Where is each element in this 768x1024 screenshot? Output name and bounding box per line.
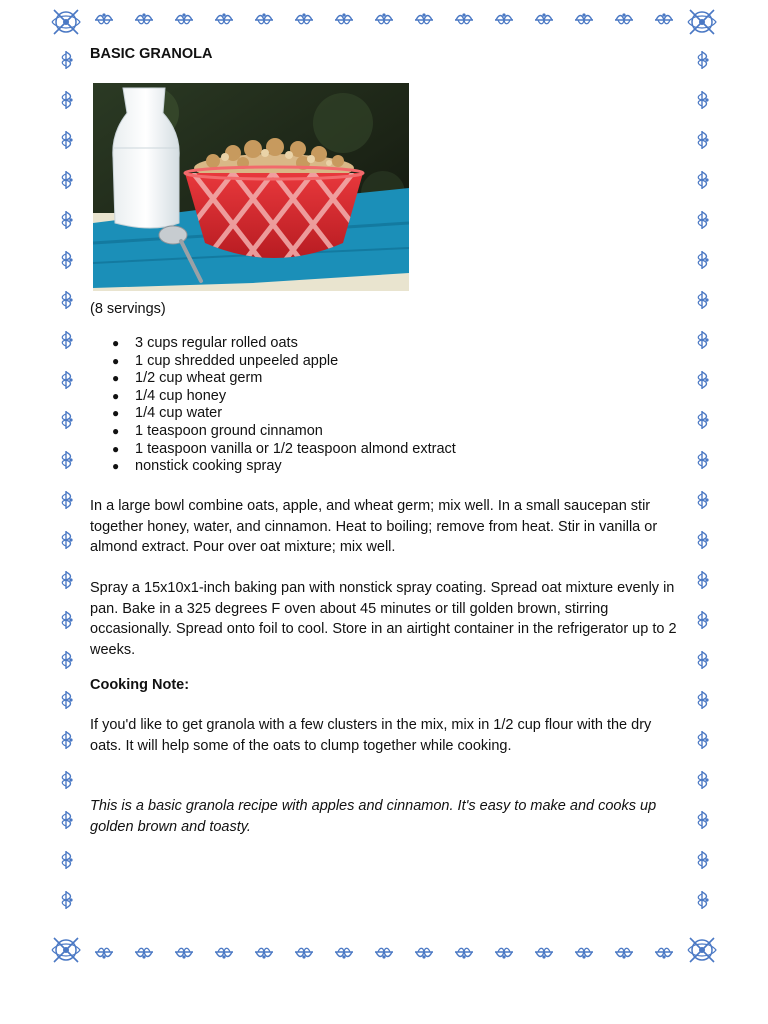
border-ornament xyxy=(698,371,708,389)
border-ornament xyxy=(698,251,708,269)
border-ornament xyxy=(698,731,708,749)
border-ornament xyxy=(62,691,72,709)
ingredient-text: 1/2 cup wheat germ xyxy=(135,370,263,387)
list-item xyxy=(90,370,456,388)
border-ornament xyxy=(415,948,433,958)
border-ornament xyxy=(62,211,72,229)
border-ornament xyxy=(95,948,113,958)
border-ornament xyxy=(615,948,633,958)
border-ornament xyxy=(698,771,708,789)
bullet-icon: ● xyxy=(112,423,120,438)
directions-paragraph: In a large bowl combine oats, apple, and wheat germ; mix well. In a small saucepan stir together honey, water, and cinnamon. Heat to boiling; remove from heat. Stir in vanilla or almond extract. Pour over oat mixture; mix well. xyxy=(90,498,658,555)
border-ornament xyxy=(62,251,72,269)
border-ornament xyxy=(335,948,353,958)
border-ornament xyxy=(255,948,273,958)
bullet-icon: ● xyxy=(112,336,120,350)
border-ornament xyxy=(698,611,708,629)
border-ornament xyxy=(698,851,708,869)
list-item xyxy=(90,458,456,476)
border-ornament xyxy=(62,731,72,749)
border-ornament xyxy=(295,948,313,958)
border-ornament xyxy=(698,291,708,309)
border-ornament xyxy=(62,531,72,549)
border-ornament xyxy=(175,948,193,958)
border-ornament xyxy=(175,13,193,23)
border-ornament xyxy=(215,948,233,958)
border-ornament xyxy=(62,91,72,109)
border-ornament xyxy=(698,451,708,469)
border-ornament xyxy=(535,13,553,23)
list-item xyxy=(90,388,456,406)
border-ornament xyxy=(375,13,393,23)
list-item xyxy=(90,353,456,371)
ingredient-text: 1/4 cup water xyxy=(135,405,223,422)
border-ornament xyxy=(62,811,72,829)
border-ornament xyxy=(698,651,708,669)
list-item xyxy=(90,405,456,423)
border-ornament xyxy=(62,571,72,589)
corner-ornament xyxy=(52,938,80,962)
bullet-icon: ● xyxy=(112,371,120,386)
list-item xyxy=(90,441,456,459)
border-ornament xyxy=(415,13,433,23)
border-ornament xyxy=(698,171,708,189)
border-ornament xyxy=(698,691,708,709)
border-ornament xyxy=(698,211,708,229)
directions-paragraph: Spray a 15x10x1-inch baking pan with nonstick spray coating. Spread oat mixture evenly in pan. Bake in a 325 degrees F oven about 45 minutes or till golden brown, stirring occasionally. Spread onto foil to cool. Store in an airtight container in the refrigerator up to 2 weeks. xyxy=(90,580,677,658)
border-ornament xyxy=(62,411,72,429)
border-ornament xyxy=(455,948,473,958)
ingredient-text: 3 cups regular rolled oats xyxy=(135,335,298,351)
border-ornament xyxy=(62,51,72,69)
border-ornament xyxy=(698,811,708,829)
ingredient-list xyxy=(90,335,456,476)
corner-ornament xyxy=(688,938,716,962)
granola-bowl-image xyxy=(93,83,409,291)
ingredient-text: 1/4 cup honey xyxy=(135,387,227,404)
border-ornament xyxy=(375,948,393,958)
ingredient-text: 1 teaspoon ground cinnamon xyxy=(135,422,323,439)
recipe-description: This is a basic granola recipe with apples and cinnamon. It's easy to make and cooks up golden brown and toasty. xyxy=(90,798,657,835)
border-ornament xyxy=(575,948,593,958)
border-ornament xyxy=(575,13,593,23)
border-ornament xyxy=(62,171,72,189)
border-ornament xyxy=(215,13,233,23)
border-ornament xyxy=(698,331,708,349)
ingredient-text: 1 cup shredded unpeeled apple xyxy=(135,352,339,369)
bullet-icon: ● xyxy=(112,441,120,456)
border-ornament xyxy=(698,571,708,589)
border-ornament xyxy=(295,13,313,23)
border-ornament xyxy=(495,948,513,958)
bullet-icon: ● xyxy=(112,406,120,421)
border-ornament xyxy=(95,13,113,23)
bullet-icon: ● xyxy=(112,388,120,403)
border-ornament xyxy=(62,291,72,309)
border-ornament xyxy=(698,891,708,909)
bullet-icon: ● xyxy=(112,459,120,474)
border-ornament xyxy=(62,131,72,149)
border-ornament xyxy=(62,451,72,469)
servings-text: (8 servings) xyxy=(90,301,166,317)
border-ornament xyxy=(135,13,153,23)
border-ornament xyxy=(495,13,513,23)
border-ornament xyxy=(655,13,673,23)
border-ornament xyxy=(255,13,273,23)
border-ornament xyxy=(62,371,72,389)
border-ornament xyxy=(455,13,473,23)
border-ornament xyxy=(698,531,708,549)
recipe-title: BASIC GRANOLA xyxy=(90,46,213,62)
cooking-note-heading: Cooking Note: xyxy=(90,677,190,693)
ingredient-text: 1 teaspoon vanilla or 1/2 teaspoon almond extract xyxy=(135,440,456,457)
corner-ornament xyxy=(688,10,716,34)
border-ornament xyxy=(335,13,353,23)
border-ornament xyxy=(698,131,708,149)
border-ornament xyxy=(535,948,553,958)
border-ornament xyxy=(698,91,708,109)
bullet-icon: ● xyxy=(112,353,120,368)
recipe-page xyxy=(90,44,690,835)
border-ornament xyxy=(655,948,673,958)
border-ornament xyxy=(62,851,72,869)
ingredient-text: nonstick cooking spray xyxy=(135,458,282,475)
border-ornament xyxy=(698,51,708,69)
list-item xyxy=(90,335,456,353)
border-ornament xyxy=(62,651,72,669)
granola-bowl-photo xyxy=(93,83,409,291)
border-ornament xyxy=(62,771,72,789)
border-ornament xyxy=(62,611,72,629)
border-ornament xyxy=(62,891,72,909)
border-ornament xyxy=(62,491,72,509)
corner-ornament xyxy=(52,10,80,34)
border-ornament xyxy=(698,411,708,429)
border-ornament xyxy=(615,13,633,23)
border-ornament xyxy=(698,491,708,509)
cooking-note-text: If you'd like to get granola with a few clusters in the mix, mix in 1/2 cup flour with the dry oats. It will help some of the oats to clump together while cooking. xyxy=(90,717,652,754)
list-item xyxy=(90,423,456,441)
border-ornament xyxy=(62,331,72,349)
border-ornament xyxy=(135,948,153,958)
